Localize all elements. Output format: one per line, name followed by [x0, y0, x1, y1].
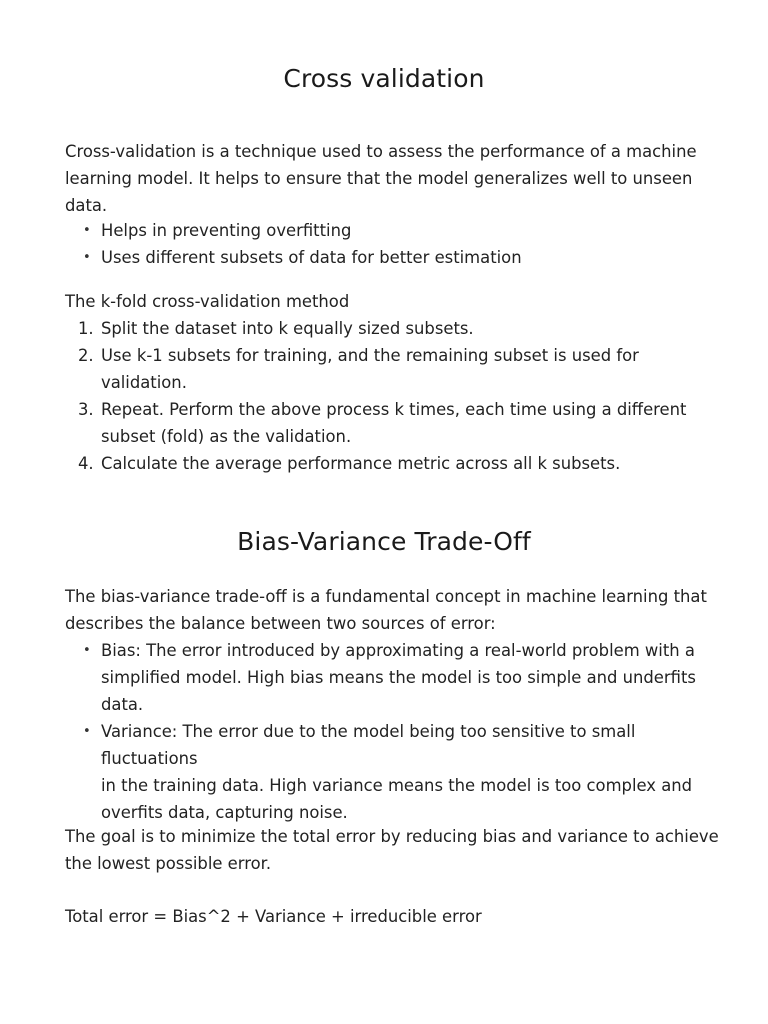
intro-line: learning model. It helps to ensure that the model generalizes well to unseen data. — [65, 169, 693, 215]
intro-line: The bias-variance trade-off is a fundamental concept in machine learning that — [65, 587, 707, 606]
kfold-steps — [65, 315, 725, 477]
section-title-bias-variance: Bias-Variance Trade-Off — [237, 527, 531, 556]
list-item: • Bias: The error introduced by approximating a real-world problem with a simplified model. High bias means the model is too simple and underfits data. — [65, 637, 725, 718]
step-number: 2. — [78, 346, 94, 365]
goal-line: the lowest possible error. — [65, 854, 272, 873]
list-item: • Helps in preventing overfitting — [65, 217, 725, 244]
list-item: 2. Use k-1 subsets for training, and the remaining subset is used for validation. — [65, 342, 725, 396]
goal-paragraph — [65, 823, 725, 877]
goal-line: The goal is to minimize the total error by reducing bias and variance to achieve — [65, 827, 719, 846]
bias-variance-bullets — [65, 637, 725, 826]
kfold-heading: The k-fold cross-validation method — [65, 292, 350, 311]
step-number: 1. — [78, 319, 94, 338]
total-error-formula: Total error = Bias^2 + Variance + irreducible error — [65, 907, 482, 926]
step-number: 4. — [78, 454, 94, 473]
intro-line: describes the balance between two sources of error: — [65, 614, 496, 633]
step-number: 3. — [78, 400, 94, 419]
list-item: 1. Split the dataset into k equally sized subsets. — [65, 315, 725, 342]
list-item: • Variance: The error due to the model being too sensitive to small fluctuations in the training data. High variance means the model is too complex and overfits data, capturing noise. — [65, 718, 725, 826]
cross-validation-intro — [65, 138, 725, 219]
list-item: 3. Repeat. Perform the above process k times, each time using a different subset (fold) as the validation. — [65, 396, 725, 450]
bias-variance-intro — [65, 583, 725, 637]
list-item: 4. Calculate the average performance metric across all k subsets. — [65, 450, 725, 477]
cross-validation-bullets — [65, 217, 725, 271]
intro-line: Cross-validation is a technique used to assess the performance of a machine — [65, 142, 697, 161]
list-item: • Uses different subsets of data for better estimation — [65, 244, 725, 271]
section-title-cross-validation: Cross validation — [283, 64, 485, 93]
